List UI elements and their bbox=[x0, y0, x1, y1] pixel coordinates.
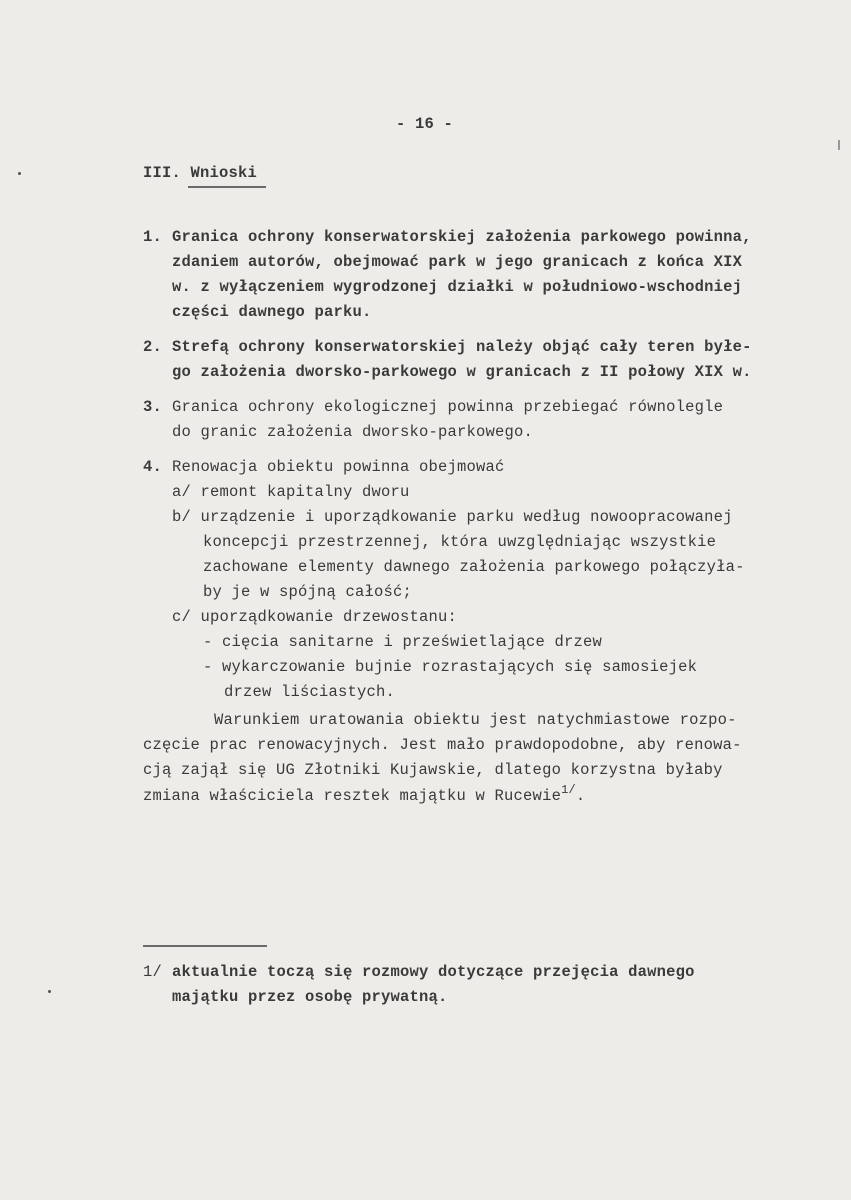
section-heading: III. Wnioski bbox=[143, 164, 258, 182]
item3-line1: Granica ochrony ekologicznej powinna przebiegać równolegle bbox=[172, 398, 724, 416]
item4-number: 4. bbox=[143, 458, 163, 476]
item2-line1: Strefą ochrony konserwatorskiej należy objąć cały teren byłe- bbox=[172, 338, 752, 356]
closing-line2: częcie prac renowacyjnych. Jest mało prawdopodobne, aby renowa- bbox=[143, 736, 742, 754]
item4-a: a/ remont kapitalny dworu bbox=[172, 483, 410, 501]
page-number: - 16 - bbox=[396, 115, 454, 133]
scan-speck bbox=[48, 990, 51, 993]
footnote-marker: 1/ bbox=[143, 963, 163, 981]
item2-line2: go założenia dworsko-parkowego w granicach z II połowy XIX w. bbox=[172, 363, 752, 381]
footnote-reference: 1/ bbox=[561, 783, 576, 797]
closing-line4-text: zmiana właściciela resztek majątku w Rucewie bbox=[143, 787, 562, 805]
item1-line2: zdaniem autorów, obejmować park w jego granicach z końca XIX bbox=[172, 253, 743, 271]
item1-number: 1. bbox=[143, 228, 163, 246]
item1-line3: w. z wyłączeniem wygrodzonej działki w południowo-wschodniej bbox=[172, 278, 743, 296]
item4-c-dash1: - cięcia sanitarne i prześwietlające drzew bbox=[203, 633, 603, 651]
item4-b-line3: zachowane elementy dawnego założenia parkowego połączyła- bbox=[203, 558, 745, 576]
item1-line4: części dawnego parku. bbox=[172, 303, 372, 321]
closing-line1: Warunkiem uratowania obiektu jest natychmiastowe rozpo- bbox=[214, 711, 737, 729]
closing-line4: zmiana właściciela resztek majątku w Rucewie$^{1/}$. bbox=[143, 783, 586, 805]
item2-number: 2. bbox=[143, 338, 163, 356]
footnote-line1: aktualnie toczą się rozmowy dotyczące przejęcia dawnego bbox=[172, 963, 695, 981]
heading-underline bbox=[188, 186, 266, 188]
footnote-line2: majątku przez osobę prywatną. bbox=[172, 988, 448, 1006]
scan-speck bbox=[838, 140, 840, 150]
item1-line1: Granica ochrony konserwatorskiej założenia parkowego powinna, bbox=[172, 228, 752, 246]
item4-b-line4: by je w spójną całość; bbox=[203, 583, 413, 601]
item3-line2: do granic założenia dworsko-parkowego. bbox=[172, 423, 534, 441]
item4-b-line1: b/ urządzenie i uporządkowanie parku według nowoopracowanej bbox=[172, 508, 733, 526]
item4-intro: Renowacja obiektu powinna obejmować bbox=[172, 458, 505, 476]
item4-b-line2: koncepcji przestrzennej, która uwzględniając wszystkie bbox=[203, 533, 717, 551]
item3-number: 3. bbox=[143, 398, 163, 416]
item4-c-dash2-line2: drzew liściastych. bbox=[224, 683, 396, 701]
footnote-rule bbox=[143, 945, 267, 947]
item4-c: c/ uporządkowanie drzewostanu: bbox=[172, 608, 458, 626]
closing-line3: cją zajął się UG Złotniki Kujawskie, dlatego korzystna byłaby bbox=[143, 761, 723, 779]
scan-speck bbox=[18, 172, 21, 175]
item4-c-dash2-line1: - wykarczowanie bujnie rozrastających się samosiejek bbox=[203, 658, 698, 676]
